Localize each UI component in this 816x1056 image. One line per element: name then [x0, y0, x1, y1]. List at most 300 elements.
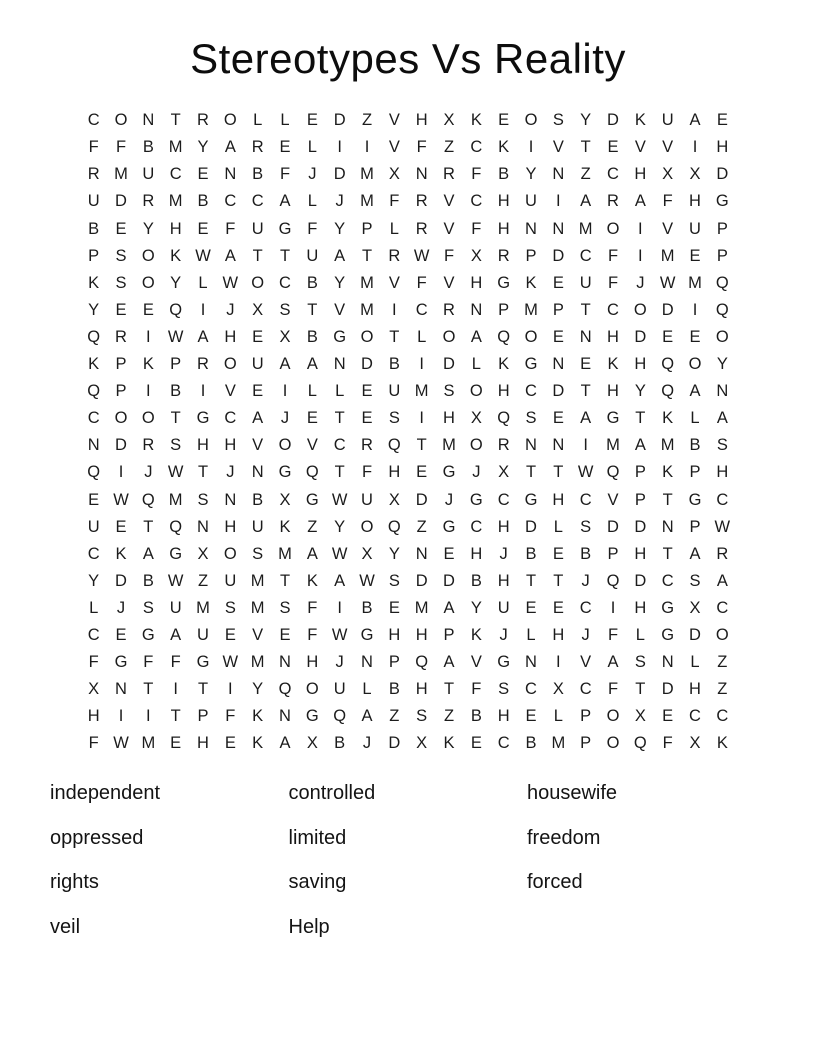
grid-letter: E: [580, 355, 592, 374]
grid-letter: T: [334, 409, 345, 428]
grid-letter: B: [306, 327, 318, 346]
grid-letter: F: [361, 463, 373, 482]
grid-letter: N: [224, 490, 237, 509]
grid-letter: Z: [443, 138, 455, 157]
grid-letter: C: [716, 490, 729, 509]
grid-letter: P: [170, 355, 182, 374]
grid-letter: L: [307, 382, 317, 401]
grid-letter: O: [469, 436, 483, 455]
grid-letter: N: [197, 517, 209, 536]
grid-letter: E: [662, 707, 674, 726]
grid-letter: T: [553, 571, 564, 590]
grid-letter: L: [526, 625, 536, 644]
grid-letter: F: [143, 653, 154, 672]
grid-letter: U: [87, 517, 100, 536]
grid-letter: C: [251, 192, 264, 211]
grid-letter: T: [197, 463, 209, 482]
grid-letter: D: [689, 625, 701, 644]
grid-letter: H: [388, 625, 401, 644]
grid-letter: L: [471, 355, 481, 374]
grid-letter: Z: [717, 653, 728, 672]
grid-letter: P: [443, 625, 455, 644]
grid-letter: O: [141, 409, 155, 428]
grid-letter: M: [606, 436, 620, 455]
grid-letter: H: [169, 219, 182, 238]
grid-letter: W: [113, 490, 129, 509]
grid-letter: K: [88, 355, 100, 374]
grid-letter: D: [361, 355, 373, 374]
grid-letter: F: [607, 246, 619, 265]
grid-letter: P: [388, 653, 400, 672]
grid-letter: L: [307, 192, 317, 211]
grid-letter: I: [419, 409, 424, 428]
grid-letter: Y: [197, 138, 209, 157]
grid-letter: O: [360, 517, 374, 536]
grid-letter: S: [252, 544, 264, 563]
grid-letter: S: [170, 436, 182, 455]
grid-letter: A: [443, 653, 455, 672]
grid-letter: R: [361, 436, 373, 455]
grid-letter: I: [146, 327, 151, 346]
grid-letter: C: [87, 409, 100, 428]
grid-letter: Q: [87, 327, 101, 346]
grid-letter: F: [307, 219, 318, 238]
grid-letter: F: [225, 219, 236, 238]
grid-letter: E: [197, 219, 209, 238]
grid-letter: B: [252, 165, 264, 184]
grid-letter: M: [524, 300, 538, 319]
grid-letter: A: [224, 246, 236, 265]
grid-letter: Q: [387, 517, 401, 536]
grid-letter: C: [607, 300, 619, 319]
grid-letter: M: [250, 571, 265, 590]
grid-letter: H: [415, 680, 428, 699]
grid-letter: J: [444, 490, 454, 509]
grid-letter: J: [636, 273, 645, 292]
grid-letter: H: [634, 355, 647, 374]
grid-letter: Q: [387, 436, 401, 455]
grid-letter: E: [470, 734, 482, 753]
grid-letter: I: [228, 680, 233, 699]
grid-letter: D: [415, 571, 428, 590]
grid-letter: E: [142, 300, 154, 319]
grid-letter: I: [419, 355, 424, 374]
grid-letter: Y: [334, 517, 346, 536]
grid-letter: P: [498, 300, 510, 319]
grid-letter: U: [251, 517, 264, 536]
grid-letter: E: [361, 382, 373, 401]
grid-letter: E: [279, 625, 291, 644]
grid-letter: V: [580, 653, 592, 672]
grid-letter: E: [279, 138, 291, 157]
grid-letter: J: [226, 463, 235, 482]
grid-letter: J: [308, 165, 317, 184]
grid-letter: D: [333, 111, 346, 130]
grid-letter: P: [552, 300, 564, 319]
grid-letter: Q: [497, 327, 511, 346]
grid-letter: J: [144, 463, 153, 482]
grid-letter: Y: [170, 273, 182, 292]
grid-letter: D: [661, 300, 674, 319]
grid-letter: K: [443, 734, 455, 753]
grid-letter: D: [415, 490, 428, 509]
grid-letter: W: [659, 273, 676, 292]
grid-letter: W: [331, 625, 348, 644]
grid-letter: T: [580, 138, 591, 157]
grid-letter: C: [497, 734, 510, 753]
grid-letter: D: [115, 436, 127, 455]
grid-letter: P: [525, 246, 537, 265]
grid-letter: C: [579, 490, 592, 509]
grid-letter: E: [689, 327, 701, 346]
grid-letter: H: [497, 517, 510, 536]
grid-letter: Y: [388, 544, 400, 563]
grid-letter: L: [280, 111, 290, 130]
grid-letter: M: [114, 165, 128, 184]
grid-letter: M: [250, 653, 265, 672]
grid-letter: G: [114, 653, 128, 672]
grid-letter: O: [524, 111, 538, 130]
grid-letter: A: [306, 544, 318, 563]
grid-letter: C: [470, 192, 483, 211]
grid-letter: T: [525, 571, 537, 590]
grid-letter: N: [415, 544, 428, 563]
grid-letter: A: [443, 598, 455, 617]
grid-letter: C: [87, 111, 100, 130]
grid-letter: S: [224, 598, 236, 617]
grid-letter: E: [416, 463, 428, 482]
grid-letter: E: [552, 598, 564, 617]
grid-letter: H: [224, 327, 237, 346]
grid-letter: X: [634, 707, 646, 726]
grid-letter: C: [87, 625, 100, 644]
grid-letter: B: [361, 598, 373, 617]
grid-letter: D: [661, 680, 674, 699]
grid-letter: G: [469, 490, 483, 509]
word-item: limited: [288, 826, 347, 849]
grid-letter: A: [279, 734, 291, 753]
grid-letter: C: [279, 273, 291, 292]
grid-letter: V: [470, 653, 482, 672]
grid-letter: L: [635, 625, 645, 644]
grid-letter: X: [388, 490, 400, 509]
grid-letter: B: [470, 571, 482, 590]
grid-letter: F: [662, 734, 673, 753]
grid-letter: U: [661, 111, 674, 130]
grid-letter: Y: [88, 300, 100, 319]
grid-letter: Y: [470, 598, 482, 617]
grid-letter: I: [337, 138, 342, 157]
grid-letter: N: [552, 436, 565, 455]
grid-letter: N: [361, 653, 373, 672]
grid-letter: J: [226, 300, 235, 319]
grid-letter: Q: [87, 382, 101, 401]
grid-letter: I: [556, 192, 561, 211]
grid-letter: F: [279, 165, 291, 184]
grid-letter: I: [118, 707, 124, 726]
grid-letter: B: [334, 734, 346, 753]
grid-letter: Z: [717, 680, 728, 699]
grid-letter: G: [715, 192, 729, 211]
grid-letter: N: [552, 355, 565, 374]
grid-letter: U: [579, 273, 592, 292]
grid-letter: V: [607, 490, 619, 509]
grid-letter: X: [552, 680, 564, 699]
grid-letter: A: [470, 327, 482, 346]
grid-letter: J: [499, 544, 508, 563]
grid-letter: M: [360, 165, 374, 184]
grid-letter: H: [689, 192, 701, 211]
grid-letter: N: [716, 382, 729, 401]
grid-letter: F: [416, 138, 427, 157]
grid-letter: Y: [716, 355, 728, 374]
grid-letter: E: [170, 734, 182, 753]
grid-letter: H: [497, 382, 510, 401]
grid-letter: U: [525, 192, 537, 211]
grid-letter: Q: [661, 355, 675, 374]
grid-letter: Q: [278, 680, 292, 699]
grid-letter: T: [307, 300, 318, 319]
grid-letter: S: [115, 246, 127, 265]
grid-letter: T: [580, 382, 591, 401]
grid-letter: M: [660, 436, 675, 455]
grid-letter: V: [443, 273, 455, 292]
grid-letter: A: [279, 192, 291, 211]
grid-letter: H: [306, 653, 319, 672]
grid-letter: O: [688, 355, 702, 374]
grid-letter: R: [415, 192, 428, 211]
grid-letter: S: [498, 680, 510, 699]
grid-letter: G: [661, 598, 675, 617]
grid-letter: V: [306, 436, 318, 455]
grid-letter: I: [528, 138, 534, 157]
grid-letter: O: [469, 382, 483, 401]
grid-letter: G: [606, 409, 620, 428]
grid-letter: N: [661, 517, 674, 536]
grid-letter: H: [497, 219, 510, 238]
grid-letter: X: [443, 111, 455, 130]
grid-letter: O: [442, 327, 456, 346]
grid-letter: S: [689, 571, 701, 590]
grid-letter: J: [499, 625, 508, 644]
grid-letter: I: [692, 138, 698, 157]
grid-letter: S: [115, 273, 127, 292]
grid-letter: B: [88, 219, 100, 238]
grid-letter: G: [278, 219, 292, 238]
grid-letter: X: [470, 409, 482, 428]
grid-letter: Z: [580, 165, 591, 184]
grid-letter: M: [442, 436, 456, 455]
grid-letter: G: [196, 653, 210, 672]
grid-letter: P: [689, 517, 701, 536]
grid-letter: V: [388, 111, 400, 130]
grid-letter: T: [389, 327, 400, 346]
grid-letter: A: [634, 192, 646, 211]
grid-letter: G: [169, 544, 183, 563]
grid-letter: K: [306, 571, 318, 590]
grid-letter: A: [361, 707, 373, 726]
grid-letter: H: [552, 490, 565, 509]
grid-letter: I: [146, 707, 151, 726]
grid-letter: Q: [606, 463, 620, 482]
grid-letter: X: [498, 463, 510, 482]
grid-letter: U: [388, 382, 401, 401]
grid-letter: T: [170, 409, 181, 428]
grid-letter: T: [416, 436, 427, 455]
grid-letter: C: [169, 165, 182, 184]
grid-letter: M: [414, 382, 429, 401]
grid-letter: H: [470, 544, 483, 563]
grid-letter: K: [662, 409, 674, 428]
grid-letter: L: [417, 327, 427, 346]
grid-letter: H: [552, 625, 565, 644]
grid-letter: W: [113, 734, 129, 753]
grid-letter: V: [224, 382, 236, 401]
grid-letter: C: [525, 680, 537, 699]
grid-letter: F: [389, 192, 400, 211]
grid-letter: V: [252, 436, 264, 455]
grid-letter: S: [279, 300, 291, 319]
grid-letter: Z: [361, 111, 373, 130]
grid-letter: C: [716, 598, 729, 617]
grid-letter: O: [606, 734, 620, 753]
grid-letter: C: [607, 165, 619, 184]
grid-letter: H: [634, 544, 647, 563]
grid-letter: W: [331, 544, 348, 563]
grid-letter: K: [498, 355, 510, 374]
grid-letter: Q: [415, 653, 429, 672]
grid-letter: G: [278, 463, 292, 482]
grid-letter: H: [470, 273, 483, 292]
grid-letter: D: [607, 517, 619, 536]
grid-letter: A: [689, 544, 701, 563]
grid-letter: E: [224, 625, 236, 644]
grid-letter: H: [443, 409, 455, 428]
grid-letter: O: [715, 625, 729, 644]
grid-letter: H: [497, 571, 510, 590]
grid-letter: P: [361, 219, 373, 238]
grid-letter: O: [606, 707, 620, 726]
grid-letter: M: [168, 138, 183, 157]
grid-letter: K: [634, 111, 646, 130]
grid-letter: P: [689, 463, 701, 482]
grid-letter: K: [252, 734, 264, 753]
grid-letter: G: [141, 625, 155, 644]
grid-letter: S: [716, 436, 728, 455]
grid-letter: N: [525, 219, 537, 238]
grid-letter: Z: [389, 707, 400, 726]
grid-letter: A: [607, 653, 619, 672]
grid-letter: I: [337, 598, 342, 617]
grid-letter: Q: [715, 273, 729, 292]
grid-letter: N: [579, 327, 592, 346]
grid-letter: N: [224, 165, 237, 184]
grid-letter: T: [252, 246, 263, 265]
grid-letter: G: [196, 409, 210, 428]
grid-letter: C: [716, 707, 729, 726]
grid-letter: E: [252, 382, 264, 401]
grid-letter: U: [169, 598, 182, 617]
grid-letter: T: [361, 246, 373, 265]
grid-letter: E: [388, 598, 400, 617]
grid-letter: R: [443, 165, 455, 184]
grid-letter: O: [223, 544, 237, 563]
grid-letter: P: [716, 219, 728, 238]
grid-letter: P: [115, 382, 127, 401]
grid-letter: E: [552, 327, 564, 346]
grid-letter: U: [497, 598, 510, 617]
grid-letter: B: [388, 680, 400, 699]
grid-letter: I: [638, 246, 643, 265]
grid-letter: F: [607, 273, 619, 292]
grid-letter: E: [498, 111, 510, 130]
grid-letter: G: [497, 273, 511, 292]
grid-letter: I: [692, 300, 698, 319]
grid-letter: Y: [142, 219, 154, 238]
grid-letter: O: [141, 246, 155, 265]
grid-letter: H: [87, 707, 100, 726]
grid-letter: B: [306, 273, 318, 292]
grid-letter: W: [167, 327, 184, 346]
grid-letter: N: [661, 653, 674, 672]
grid-letter: E: [662, 327, 674, 346]
grid-letter: R: [716, 544, 729, 563]
grid-letter: S: [142, 598, 154, 617]
grid-letter: H: [197, 734, 209, 753]
grid-letter: F: [607, 625, 619, 644]
grid-letter: P: [607, 544, 619, 563]
grid-letter: T: [443, 680, 455, 699]
grid-letter: L: [362, 680, 372, 699]
grid-letter: S: [634, 653, 646, 672]
grid-letter: F: [225, 707, 236, 726]
grid-letter: M: [168, 490, 183, 509]
grid-letter: P: [197, 707, 209, 726]
grid-letter: F: [471, 680, 482, 699]
grid-letter: M: [141, 734, 156, 753]
grid-letter: A: [252, 409, 264, 428]
grid-letter: L: [690, 409, 700, 428]
grid-letter: K: [498, 138, 510, 157]
grid-letter: J: [581, 571, 590, 590]
grid-letter: W: [222, 273, 239, 292]
grid-letter: X: [252, 300, 264, 319]
grid-letter: O: [251, 273, 265, 292]
grid-letter: N: [279, 707, 291, 726]
grid-letter: M: [660, 246, 675, 265]
grid-letter: K: [115, 544, 127, 563]
grid-letter: R: [388, 246, 401, 265]
grid-letter: A: [689, 382, 701, 401]
grid-letter: E: [197, 165, 209, 184]
grid-letter: B: [525, 544, 537, 563]
grid-letter: U: [251, 355, 264, 374]
grid-letter: O: [715, 327, 729, 346]
grid-letter: G: [661, 625, 675, 644]
word-item: forced: [527, 871, 583, 894]
grid-letter: Q: [87, 463, 101, 482]
grid-letter: T: [662, 544, 673, 563]
grid-letter: D: [552, 382, 565, 401]
grid-letter: S: [525, 409, 537, 428]
grid-letter: B: [580, 544, 592, 563]
grid-letter: A: [716, 571, 728, 590]
grid-letter: F: [416, 273, 427, 292]
grid-letter: N: [552, 219, 565, 238]
grid-letter: P: [580, 734, 592, 753]
grid-letter: I: [583, 436, 588, 455]
grid-letter: B: [170, 382, 182, 401]
